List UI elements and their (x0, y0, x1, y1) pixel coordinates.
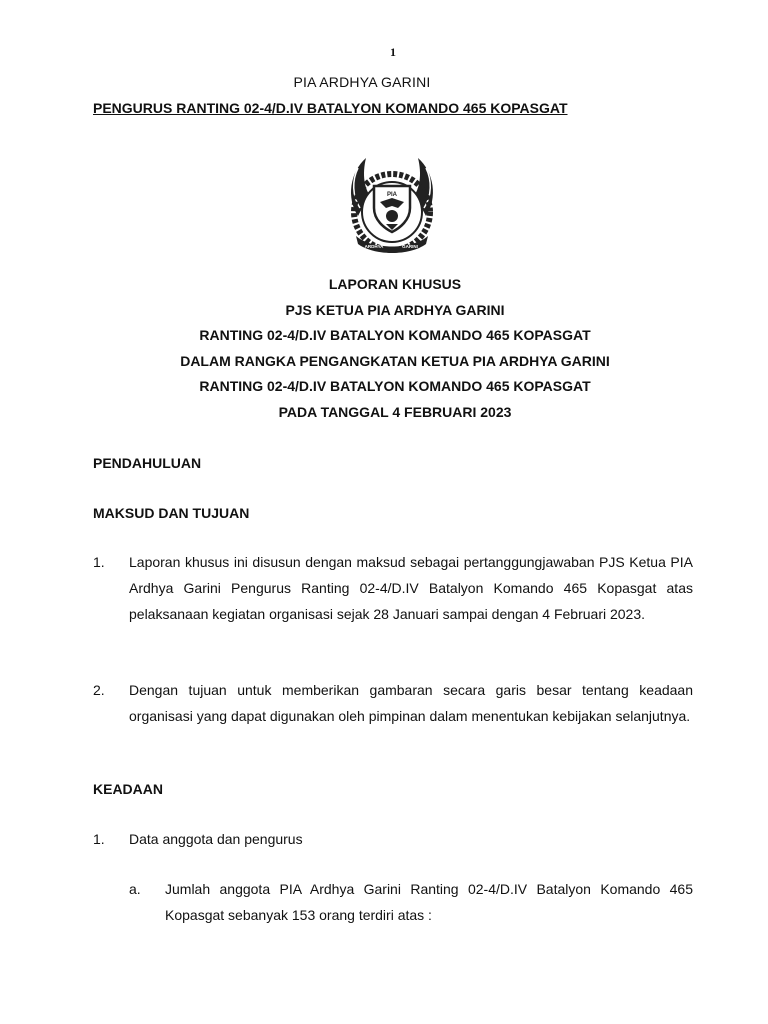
title-line: DALAM RANGKA PENGANGKATAN KETUA PIA ARDHYA GARINI (180, 352, 610, 369)
list-item-number: 1. (93, 554, 105, 570)
pia-ardhya-garini-emblem-icon (336, 150, 448, 260)
page-number: 1 (390, 45, 396, 59)
emblem-ribbon-right: GARINI (402, 244, 418, 249)
report-title (0, 274, 768, 428)
list-item-text: Dengan tujuan untuk memberikan gambaran secara garis besar tentang keadaan organisasi yang dapat digunakan oleh pimpinan dalam menentukan kebijakan selanjutnya. (129, 682, 693, 724)
list-item-text: Laporan khusus ini disusun dengan maksud sebagai pertanggungjawaban PJS Ketua PIA Ardhya Garini Pengurus Ranting 02-4/D.IV Batalyon Komando 465 Kopasgat atas pelaksanaan kegiatan organisasi sejak 28 Januari sampai dengan 4 Februari 2023. (129, 554, 693, 622)
list-item-number: 1. (93, 831, 105, 847)
list-item-number: 2. (93, 682, 105, 698)
sub-list-item-letter: a. (129, 881, 141, 897)
org-name: PIA ARDHYA GARINI (293, 74, 431, 90)
emblem-shield-text: PIA (386, 192, 398, 198)
unit-header: PENGURUS RANTING 02-4/D.IV BATALYON KOMANDO 465 KOPASGAT (93, 100, 568, 116)
sub-list-item-text: Jumlah anggota PIA Ardhya Garini Ranting 02-4/D.IV Batalyon Komando 465 Kopasgat sebanyak 153 orang terdiri atas : (165, 881, 693, 923)
title-line: RANTING 02-4/D.IV BATALYON KOMANDO 465 KOPASGAT (199, 327, 591, 344)
title-line: RANTING 02-4/D.IV BATALYON KOMANDO 465 KOPASGAT (199, 378, 591, 395)
sub-list-item (129, 877, 693, 929)
section-heading-keadaan: KEADAAN (93, 781, 163, 797)
section-heading-maksud: MAKSUD DAN TUJUAN (93, 505, 250, 521)
title-line: LAPORAN KHUSUS (328, 276, 462, 292)
list-item (93, 550, 693, 627)
list-item (93, 827, 693, 853)
title-line: PJS KETUA PIA ARDHYA GARINI (285, 301, 505, 318)
section-heading-pendahuluan: PENDAHULUAN (93, 455, 202, 471)
list-item-text: Data anggota dan pengurus (129, 831, 303, 847)
emblem-ribbon-left: ARDHYA (364, 244, 384, 249)
list-item (93, 678, 693, 730)
title-line: PADA TANGGAL 4 FEBRUARI 2023 (278, 403, 512, 420)
